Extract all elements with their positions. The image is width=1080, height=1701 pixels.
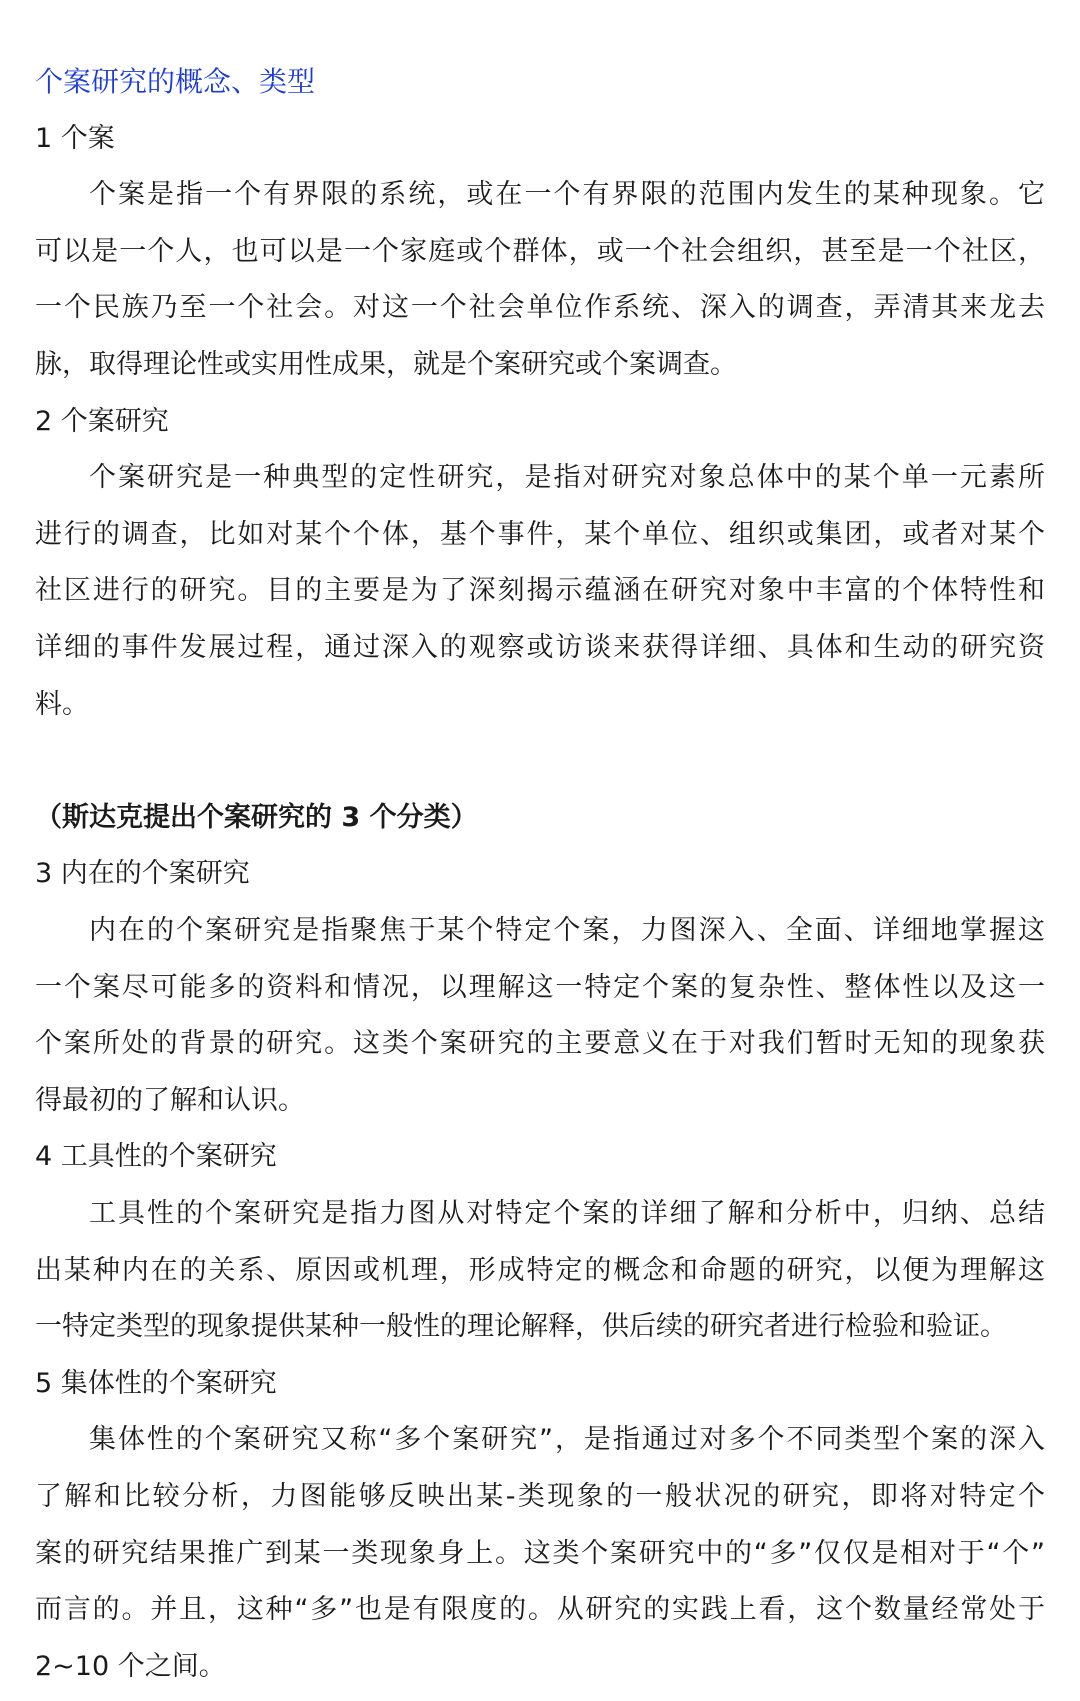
section-heading: 1 个案 [35,122,115,154]
paragraph-line: 个案所处的背景的研究。这类个案研究的主要意义在于对我们暂时无知的现象获 [35,1028,1045,1060]
classification-subtitle: （斯达克提出个案研究的 3 个分类） [35,801,478,833]
paragraph-line: 脉，取得理论性或实用性成果，就是个案研究或个案调查。 [35,349,737,380]
paragraph-line: 集体性的个案研究又称“多个案研究”，是指通过对多个不同类型个案的深入 [89,1424,1045,1456]
paragraph-line: 工具性的个案研究是指力图从对特定个案的详细了解和分析中，归纳、总结 [89,1198,1045,1229]
paragraph-line: 2~10 个之间。 [35,1650,226,1682]
paragraph-line: 详细的事件发展过程，通过深入的观察或访谈来获得详细、具体和生动的研究资 [35,632,1045,663]
section-heading: 5 集体性的个案研究 [35,1367,277,1399]
paragraph-line: 内在的个案研究是指聚焦于某个特定个案，力图深入、全面、详细地掌握这 [89,915,1045,946]
paragraph-line: 一特定类型的现象提供某种一般性的理论解释，供后续的研究者进行检验和验证。 [35,1311,1007,1343]
paragraph-line: 出某种内在的关系、原因或机理，形成特定的概念和命题的研究，以便为理解这 [35,1254,1045,1286]
paragraph-line: 进行的调查，比如对某个个体，基个事件，某个单位、组织或集团，或者对某个 [35,518,1045,550]
paragraph-line: 个案研究是一种典型的定性研究，是指对研究对象总体中的某个单一元素所 [89,462,1045,494]
section-heading: 2 个案研究 [35,405,169,437]
section-heading: 3 内在的个案研究 [35,858,250,890]
paragraph-line: 一个民族乃至一个社会。对这一个社会单位作系统、深入的调查，弄清其来龙去 [35,292,1045,324]
paragraph-line: 可以是一个人，也可以是一个家庭或个群体，或一个社会组织，甚至是一个社区， [35,235,1045,267]
paragraph-line: 一个案尽可能多的资料和情况，以理解这一特定个案的复杂性、整体性以及这一 [35,971,1045,1003]
paragraph-line: 社区进行的研究。目的主要是为了深刻揭示蕴涵在研究对象中丰富的个体特性和 [35,575,1045,607]
paragraph-line: 了解和比较分析，力图能够反映出某-类现象的一般状况的研究，即将对特定个 [35,1481,1045,1512]
paragraph-line: 而言的。并且，这种“多”也是有限度的。从研究的实践上看，这个数量经常处于 [35,1594,1045,1626]
paragraph-line: 个案是指一个有界限的系统，或在一个有界限的范围内发生的某种现象。它 [89,179,1045,211]
paragraph-line: 料。 [35,688,89,720]
paragraph-line: 得最初的了解和认识。 [35,1084,305,1116]
paragraph-line: 案的研究结果推广到某一类现象身上。这类个案研究中的“多”仅仅是相对于“个” [35,1537,1045,1569]
document-title: 个案研究的概念、类型 [35,65,316,98]
section-heading: 4 工具性的个案研究 [35,1141,277,1173]
